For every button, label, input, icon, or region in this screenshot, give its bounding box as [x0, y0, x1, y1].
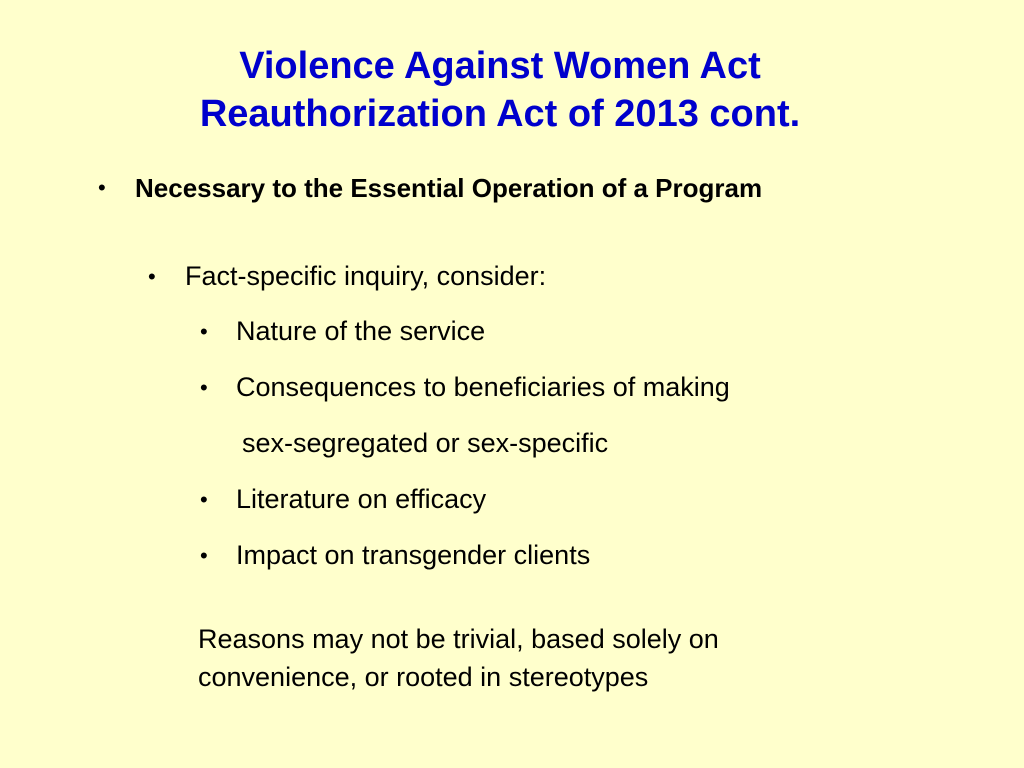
list-item-text: Literature on efficacy	[236, 484, 487, 514]
slide-title	[0, 42, 1000, 138]
main-bullet-text: Necessary to the Essential Operation of a Program	[135, 173, 763, 203]
bullet-icon: •	[98, 175, 106, 200]
list-item-continuation	[242, 426, 608, 460]
sub-bullet-text: Fact-specific inquiry, consider:	[185, 261, 547, 291]
list-item-continuation-text: sex-segregated or sex-specific	[242, 428, 609, 458]
list-item-text: Nature of the service	[236, 316, 486, 346]
closing-note	[198, 620, 878, 696]
list-item-text: Consequences to beneficiaries of making	[236, 372, 730, 402]
closing-note-line-2: convenience, or rooted in stereotypes	[198, 662, 649, 692]
bullet-icon: •	[200, 487, 208, 512]
bullet-icon: •	[200, 319, 208, 344]
closing-note-line-1: Reasons may not be trivial, based solely on	[198, 624, 719, 654]
bullet-icon: •	[200, 375, 208, 400]
slide-title-line-1: Violence Against Women Act	[239, 45, 761, 87]
bullet-icon: •	[148, 264, 156, 289]
bullet-icon: •	[200, 543, 208, 568]
slide-title-line-2: Reauthorization Act of 2013 cont.	[199, 93, 801, 135]
list-item-text: Impact on transgender clients	[236, 540, 591, 570]
